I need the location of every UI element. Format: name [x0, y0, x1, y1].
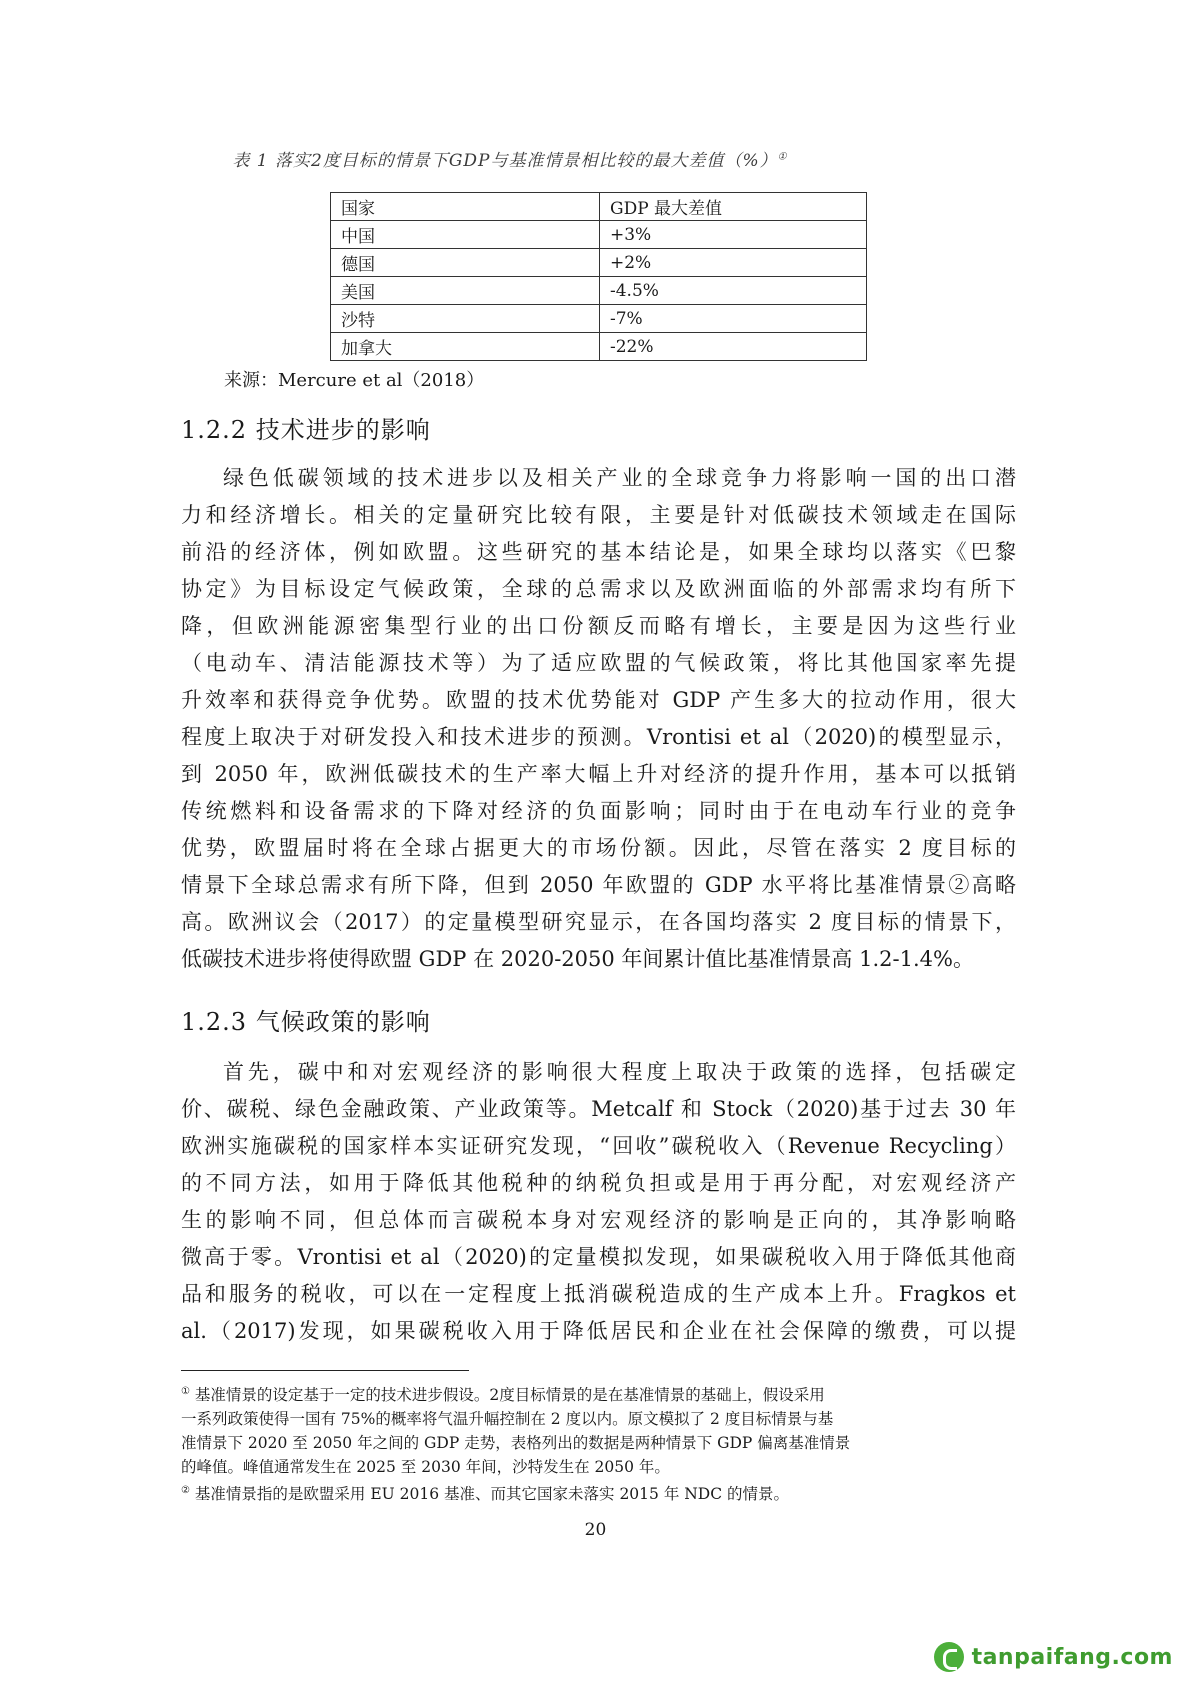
paragraph-line: 品和服务的税收，可以在一定程度上抵消碳税造成的生产成本上升。Fragkos et [181, 1282, 1016, 1306]
table-row [331, 249, 867, 277]
table-caption-text: 表 1 落实2度目标的情景下GDP与基准情景相比较的最大差值（%） [232, 151, 778, 171]
footnote-2 [181, 1479, 1016, 1506]
header-country: 国家 [331, 193, 600, 221]
footnote-line: 准情景下 2020 至 2050 年之间的 GDP 走势，表格列出的数据是两种情景下 GDP 偏离基准情景 [181, 1434, 851, 1453]
paragraph-line: 价、碳税、绿色金融政策、产业政策等。Metcalf 和 Stock（2020)基于过去 30 年 [181, 1097, 1016, 1121]
cell-country: 德国 [331, 249, 600, 277]
footnote-1 [181, 1380, 1016, 1407]
paragraph-line: 情景下全球总需求有所下降，但到 2050 年欧盟的 GDP 水平将比基准情景②高略 [181, 873, 1016, 897]
cell-value: -22% [600, 333, 867, 361]
paragraph-line: 协定》为目标设定气候政策，全球的总需求以及欧洲面临的外部需求均有所下 [181, 577, 1016, 601]
footnote-line: 基准情景的设定基于一定的技术进步假设。2度目标情景的是在基准情景的基础上，假设采用 [194, 1386, 825, 1405]
section-heading-1-2-3: 1.2.3 气候政策的影响 [181, 1008, 431, 1036]
cell-value: -4.5% [600, 277, 867, 305]
footnote-separator [181, 1370, 469, 1371]
cell-value: +2% [600, 249, 867, 277]
paragraph-line: 绿色低碳领域的技术进步以及相关产业的全球竞争力将影响一国的出口潜 [223, 466, 1016, 490]
header-gdp-max-diff: GDP 最大差值 [600, 193, 867, 221]
paragraph-line: 生的影响不同，但总体而言碳税本身对宏观经济的影响是正向的，其净影响略 [181, 1208, 1016, 1232]
paragraph-line: 高。欧洲议会（2017）的定量模型研究显示，在各国均落实 2 度目标的情景下， [181, 910, 1016, 934]
watermark-text: tanpaifang.com [971, 1644, 1173, 1670]
paragraph-line: 优势，欧盟届时将在全球占据更大的市场份额。因此，尽管在落实 2 度目标的 [181, 836, 1016, 860]
footnote-line: 的峰值。峰值通常发生在 2025 至 2030 年间，沙特发生在 2050 年。 [181, 1458, 670, 1477]
cell-country: 加拿大 [331, 333, 600, 361]
paragraph-line: 的不同方法，如用于降低其他税种的纳税负担或是用于再分配，对宏观经济产 [181, 1171, 1016, 1195]
footnote-mark: ① [181, 1386, 190, 1397]
table-caption [0, 146, 1020, 171]
cell-country: 沙特 [331, 305, 600, 333]
footnote-line: 基准情景指的是欧盟采用 EU 2016 基准、而其它国家未落实 2015 年 NDC 的情景。 [194, 1485, 790, 1504]
paragraph-line: al.（2017)发现，如果碳税收入用于降低居民和企业在社会保障的缴费，可以提 [181, 1319, 1016, 1343]
tanpaifang-logo-icon [934, 1642, 964, 1672]
page-number: 20 [584, 1520, 607, 1540]
gdp-difference-table [330, 192, 867, 361]
footnotes [181, 1380, 1016, 1506]
section-heading-1-2-2: 1.2.2 技术进步的影响 [181, 416, 431, 444]
paragraph-line: 力和经济增长。相关的定量研究比较有限，主要是针对低碳技术领域走在国际 [181, 503, 1016, 527]
table-row [331, 333, 867, 361]
paragraph-line: （电动车、清洁能源技术等）为了适应欧盟的气候政策，将比其他国家率先提 [181, 651, 1016, 675]
table-row [331, 305, 867, 333]
section-1-2-2-paragraph [181, 460, 1016, 978]
paragraph-line: 传统燃料和设备需求的下降对经济的负面影响；同时由于在电动车行业的竞争 [181, 799, 1016, 823]
table-row [331, 221, 867, 249]
table-row [331, 277, 867, 305]
paragraph-line: 首先，碳中和对宏观经济的影响很大程度上取决于政策的选择，包括碳定 [223, 1060, 1016, 1084]
footnote-mark: ② [181, 1485, 190, 1497]
paragraph-line: 升效率和获得竞争优势。欧盟的技术优势能对 GDP 产生多大的拉动作用，很大 [181, 688, 1016, 712]
paragraph-line: 欧洲实施碳税的国家样本实证研究发现，“回收”碳税收入（Revenue Recycling） [181, 1134, 1016, 1158]
caption-footnote-mark: ① [777, 151, 788, 163]
footnote-line: 一系列政策使得一国有 75%的概率将气温升幅控制在 2 度以内。原文模拟了 2 度目标情景与基 [181, 1410, 834, 1429]
paragraph-line: 前沿的经济体，例如欧盟。这些研究的基本结论是，如果全球均以落实《巴黎 [181, 540, 1016, 564]
paragraph-line: 微高于零。Vrontisi et al（2020)的定量模拟发现，如果碳税收入用于降低其他商 [181, 1245, 1016, 1269]
table-source: 来源：Mercure et al（2018） [224, 370, 485, 391]
paragraph-line: 到 2050 年，欧洲低碳技术的生产率大幅上升对经济的提升作用，基本可以抵销 [181, 762, 1016, 786]
section-1-2-3-paragraph [181, 1054, 1016, 1350]
paragraph-line: 程度上取决于对研发投入和技术进步的预测。Vrontisi et al（2020)的模型显示， [181, 725, 1016, 749]
paragraph-line: 低碳技术进步将使得欧盟 GDP 在 2020-2050 年间累计值比基准情景高 1.2-1.4%。 [181, 947, 974, 971]
paragraph-line: 降，但欧洲能源密集型行业的出口份额反而略有增长，主要是因为这些行业 [181, 614, 1016, 638]
cell-country: 美国 [331, 277, 600, 305]
cell-value: -7% [600, 305, 867, 333]
cell-country: 中国 [331, 221, 600, 249]
watermark [934, 1640, 1173, 1674]
cell-value: +3% [600, 221, 867, 249]
table-header-row [331, 193, 867, 221]
